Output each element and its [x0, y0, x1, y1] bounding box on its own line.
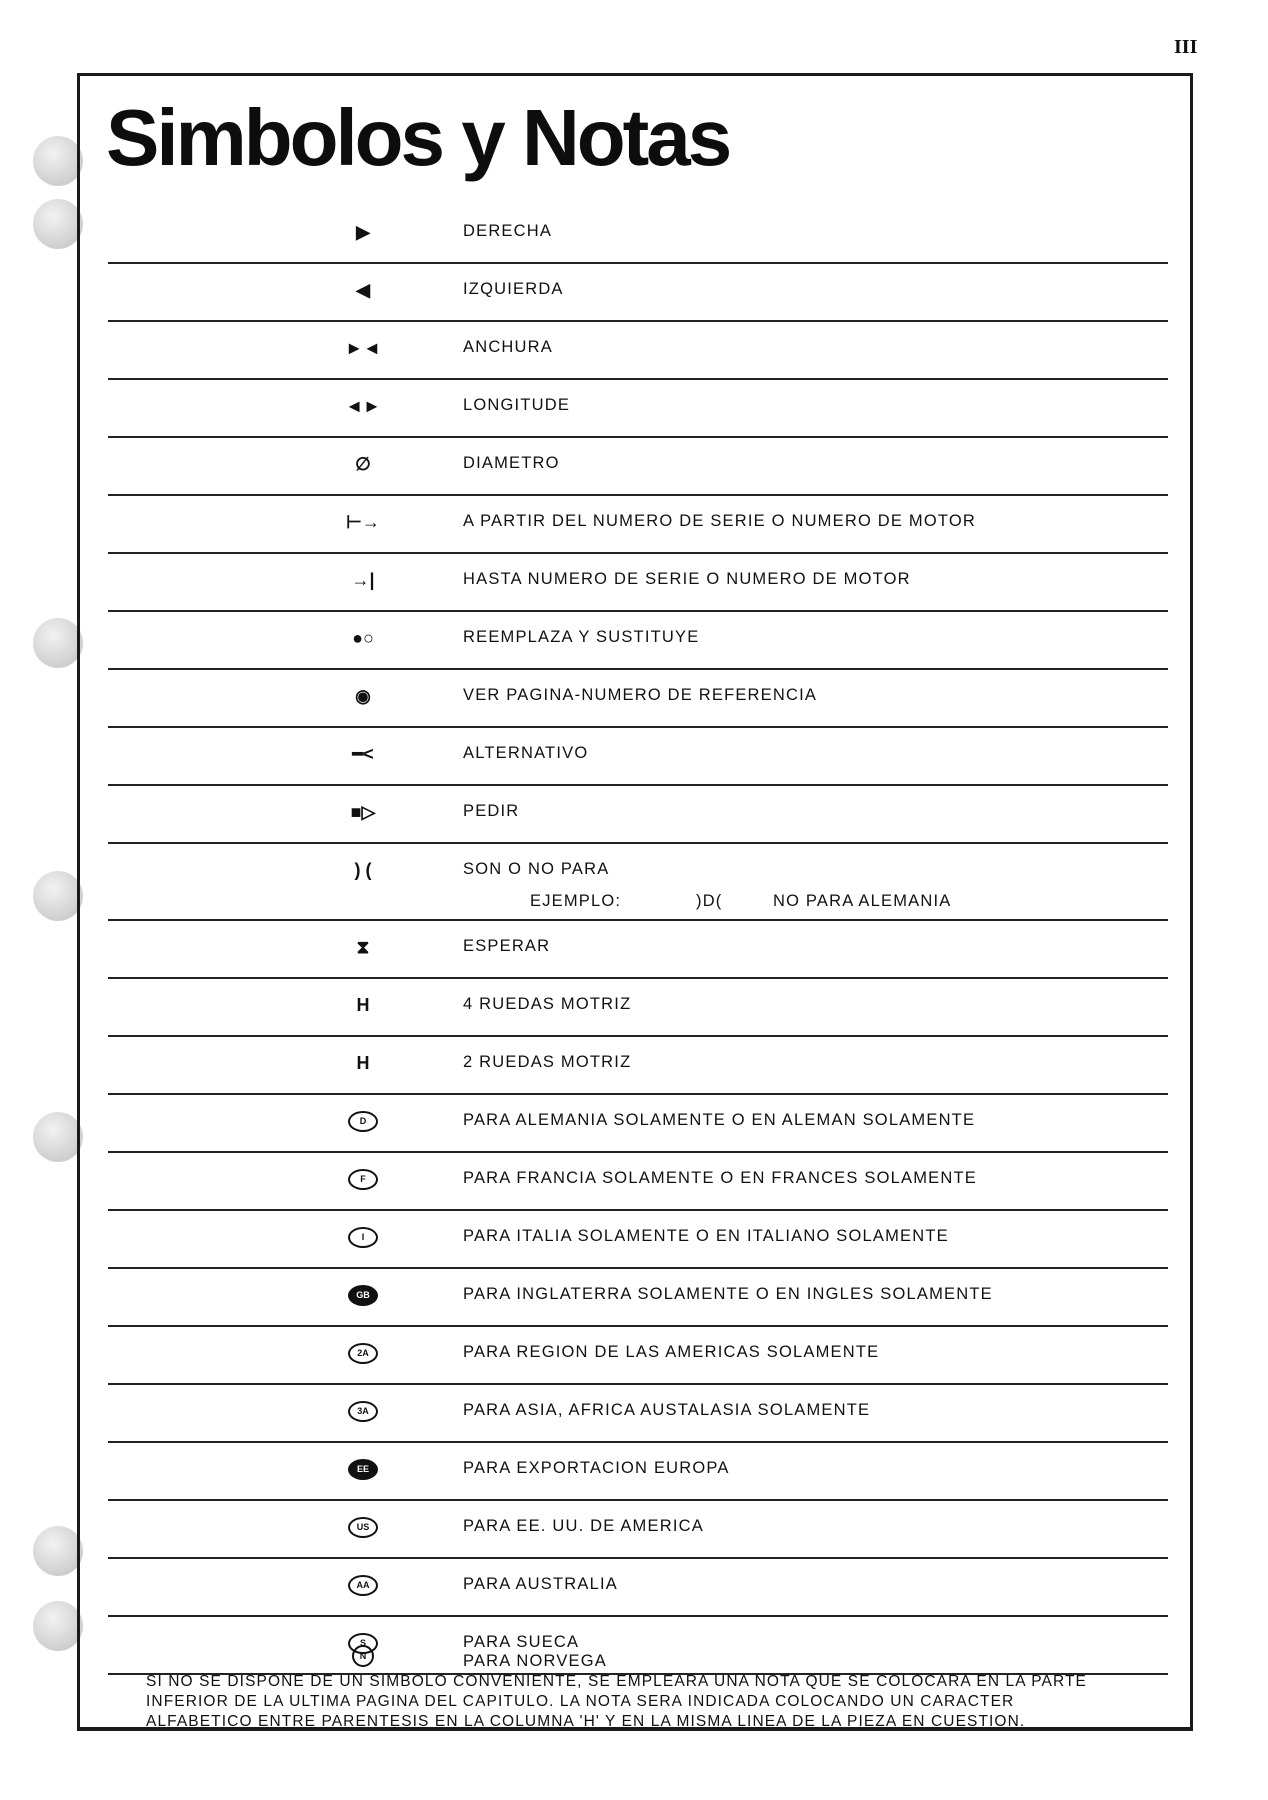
- symbol-label: PARA ALEMANIA SOLAMENTE O EN ALEMAN SOLAMENTE: [463, 1111, 976, 1129]
- footnote-line: ALFABETICO ENTRE PARENTESIS EN LA COLUMNA 'H' Y EN LA MISMA LINEA DE LA PIEZA EN CUESTION.: [146, 1713, 1026, 1730]
- symbol-row: [108, 1269, 1168, 1327]
- example-symbol: )D(: [696, 892, 723, 910]
- footnote-line: INFERIOR DE LA ULTIMA PAGINA DEL CAPITULO. LA NOTA SERA INDICADA COLOCANDO UN CARACTER: [146, 1693, 1015, 1710]
- badge-text: I: [348, 1227, 378, 1248]
- symbol-row: [108, 670, 1168, 728]
- arrow-left-icon: ◀: [356, 279, 370, 300]
- symbol-row: [108, 786, 1168, 844]
- symbol-label: PARA AUSTRALIA: [463, 1575, 618, 1593]
- symbol-label: DIAMETRO: [463, 454, 560, 472]
- symbol-label: PARA INGLATERRA SOLAMENTE O EN INGLES SOLAMENTE: [463, 1285, 993, 1303]
- badge-2a-icon: [348, 1341, 378, 1365]
- symbol-label: REEMPLAZA Y SUSTITUYE: [463, 628, 700, 646]
- symbol-label: PARA ITALIA SOLAMENTE O EN ITALIANO SOLAMENTE: [463, 1227, 949, 1245]
- page-title: Simbolos y Notas: [106, 93, 730, 182]
- symbol-label: HASTA NUMERO DE SERIE O NUMERO DE MOTOR: [463, 570, 911, 588]
- symbol-row: [108, 979, 1168, 1037]
- symbol-label: LONGITUDE: [463, 396, 571, 414]
- symbol-label: PARA ASIA, AFRICA AUSTALASIA SOLAMENTE: [463, 1401, 871, 1419]
- badge-text: D: [348, 1111, 378, 1132]
- badge-text: 3A: [348, 1401, 378, 1422]
- symbol-label: PARA EXPORTACION EUROPA: [463, 1459, 730, 1477]
- badge-text: GB: [348, 1285, 378, 1306]
- symbol-row: [108, 554, 1168, 612]
- length-arrows-icon: ◄►: [345, 395, 381, 416]
- symbol-label: 2 RUEDAS MOTRIZ: [463, 1053, 632, 1071]
- symbol-label: 4 RUEDAS MOTRIZ: [463, 995, 632, 1013]
- symbol-row: [108, 612, 1168, 670]
- diameter-icon: ∅: [355, 453, 371, 474]
- symbol-label: A PARTIR DEL NUMERO DE SERIE O NUMERO DE MOTOR: [463, 512, 976, 530]
- badge-text: AA: [348, 1575, 378, 1596]
- symbol-row: [108, 1327, 1168, 1385]
- arrow-right-icon: ▶: [356, 221, 370, 242]
- punch-hole: [33, 199, 83, 249]
- from-serial-icon: ⊢→: [346, 511, 380, 532]
- badge-d-icon: [348, 1109, 378, 1133]
- symbol-label: DERECHA: [463, 222, 553, 240]
- badge-3a-icon: [348, 1399, 378, 1423]
- symbol-row: [108, 1640, 1168, 1670]
- symbol-row: [108, 206, 1168, 264]
- symbol-row: [108, 1211, 1168, 1269]
- badge-gb-icon: [348, 1283, 378, 1307]
- badge-text: F: [348, 1169, 378, 1190]
- punch-hole: [33, 1112, 83, 1162]
- symbol-row: [108, 844, 1168, 921]
- symbol-label: PARA EE. UU. DE AMERICA: [463, 1517, 704, 1535]
- symbol-row: [108, 322, 1168, 380]
- to-serial-icon: →|: [351, 569, 375, 590]
- symbol-row: [108, 264, 1168, 322]
- badge-f-icon: [348, 1167, 378, 1191]
- punch-hole: [33, 136, 83, 186]
- punch-hole: [33, 618, 83, 668]
- symbol-label: ANCHURA: [463, 338, 553, 356]
- width-arrows-icon: ►◄: [345, 337, 381, 358]
- badge-text: S: [348, 1633, 378, 1654]
- eye-reference-icon: ◉: [355, 685, 371, 706]
- symbol-row: [108, 921, 1168, 979]
- punch-hole: [33, 1601, 83, 1651]
- symbol-table: [108, 206, 1168, 1675]
- badge-text: US: [348, 1517, 378, 1538]
- hourglass-icon: ⧗: [356, 936, 370, 957]
- footnote: [146, 1672, 1186, 1732]
- symbol-row: [108, 1385, 1168, 1443]
- symbol-label: VER PAGINA-NUMERO DE REFERENCIA: [463, 686, 818, 704]
- symbol-label: SON O NO PARA: [463, 860, 610, 878]
- punch-hole: [33, 871, 83, 921]
- symbol-row: [108, 1153, 1168, 1211]
- symbol-row: [108, 1037, 1168, 1095]
- page-number: III: [1174, 36, 1198, 58]
- two-wheel-drive-icon: H: [356, 1052, 370, 1073]
- symbol-row: [108, 438, 1168, 496]
- alternative-icon: ━<: [352, 743, 374, 764]
- badge-aa-icon: [348, 1573, 378, 1597]
- example-label: EJEMPLO:: [530, 892, 622, 910]
- badge-text: 2A: [348, 1343, 378, 1364]
- symbol-row: [108, 1559, 1168, 1617]
- footnote-line: SI NO SE DISPONE DE UN SIMBOLO CONVENIENTE, SE EMPLEARA UNA NOTA QUE SE COLOCARA EN LA PARTE: [146, 1673, 1087, 1690]
- brackets-icon: ) (: [354, 859, 372, 880]
- symbol-label: PARA FRANCIA SOLAMENTE O EN FRANCES SOLAMENTE: [463, 1169, 977, 1187]
- punch-hole: [33, 1526, 83, 1576]
- symbol-row: [108, 1095, 1168, 1153]
- symbol-row: [108, 728, 1168, 786]
- replace-icon: ●○: [352, 627, 374, 648]
- badge-n-icon: N: [348, 1644, 378, 1668]
- symbol-label: IZQUIERDA: [463, 280, 564, 298]
- example-text: NO PARA ALEMANIA: [773, 892, 952, 910]
- order-icon: ■▷: [350, 801, 376, 822]
- symbol-row: [108, 1501, 1168, 1559]
- symbol-row: [108, 380, 1168, 438]
- badge-us-icon: [348, 1515, 378, 1539]
- symbol-label: ALTERNATIVO: [463, 744, 589, 762]
- symbol-row: [108, 1443, 1168, 1501]
- badge-text: EE: [348, 1459, 378, 1480]
- symbol-label: PARA REGION DE LAS AMERICAS SOLAMENTE: [463, 1343, 880, 1361]
- symbol-label: ESPERAR: [463, 937, 551, 955]
- symbol-label: PARA NORVEGA: [463, 1652, 607, 1670]
- badge-ee-icon: [348, 1457, 378, 1481]
- symbol-label: PARA SUECA: [463, 1633, 580, 1651]
- four-wheel-drive-icon: H: [356, 994, 370, 1015]
- symbol-label: PEDIR: [463, 802, 520, 820]
- symbol-row: [108, 496, 1168, 554]
- badge-i-icon: [348, 1225, 378, 1249]
